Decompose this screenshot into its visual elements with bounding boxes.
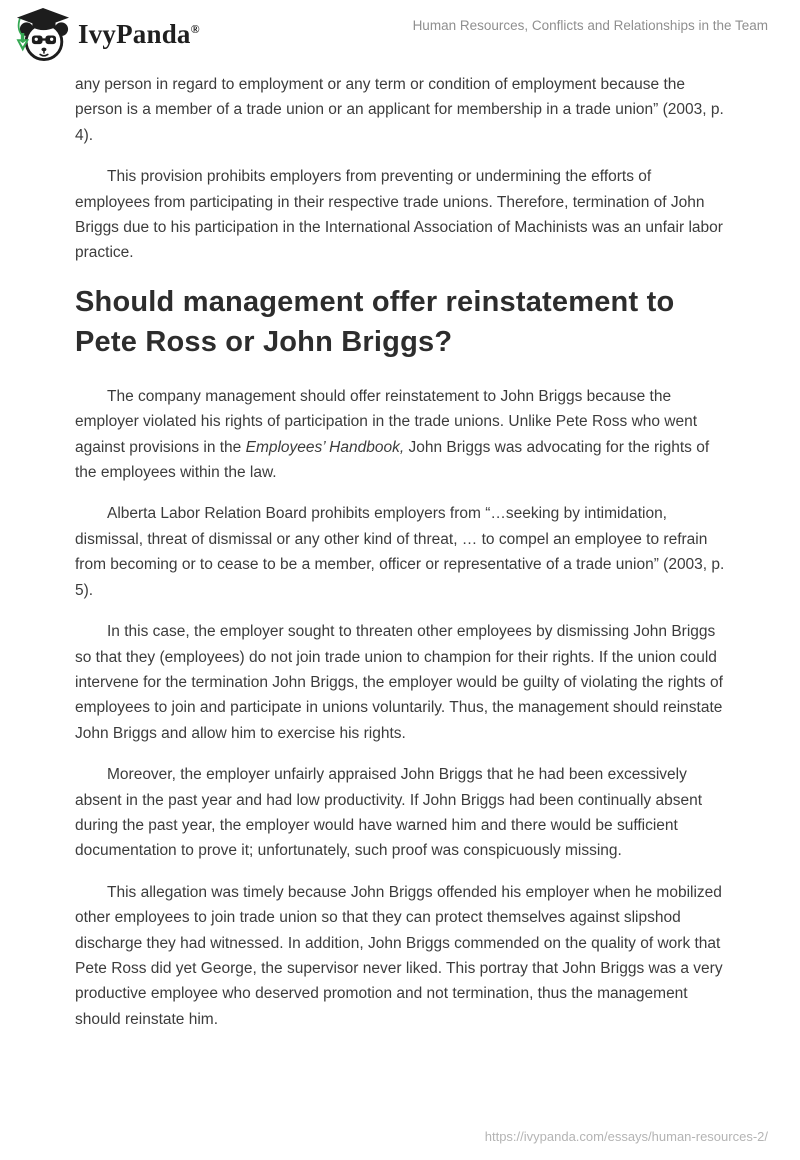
text-segment: Moreover, the employer unfairly appraised John Briggs that he had been excessively absent in the past year and had low productivity. If John Briggs had been continually absent during the past year, the employer would have warned him and there would be sufficient documentation to prove it; unfortunately, such proof was conspicuously missing.: [75, 766, 703, 860]
essay-paragraph: [75, 384, 727, 486]
essay-paragraph: [75, 619, 727, 746]
essay-paragraph: [75, 880, 727, 1032]
text-segment: This provision prohibits employers from preventing or undermining the efforts of employees from participating in their respective trade unions. Therefore, termination of John Briggs due to his participation in the International Association of Machinists was an unfair labor practice.: [75, 168, 723, 262]
text-segment: John Briggs was advocating for the rights of the employees within the law.: [75, 438, 710, 482]
text-segment: Alberta Labor Relation Board prohibits employers from “…seeking by intimidation, dismissal, threat of dismissal or any other kind of threat, … to compel an employee to refrain from becoming or to cease to be a member, officer or representative of a trade union” (2003, p. 5).: [75, 505, 725, 599]
source-url: https://ivypanda.com/essays/human-resources-2/: [484, 1129, 768, 1144]
essay-paragraph: [75, 72, 727, 148]
text-segment: any person in regard to employment or any term or condition of employment because the person is a member of a trade union or an applicant for membership in a trade union” (2003, p. 4).: [75, 76, 724, 144]
essay-paragraph: [75, 501, 727, 603]
page-header: [0, 0, 800, 58]
text-segment: In this case, the employer sought to threaten other employees by dismissing John Briggs so that they (employees) do not join trade union to champion for their rights. If the union could intervene for the termination John Briggs, the employer would be guilty of violating the rights of employees to join and participate in unions voluntarily. Thus, the management should reinstate John Briggs and allow him to exercise his rights.: [75, 623, 723, 742]
ivypanda-logo-icon: [14, 7, 72, 61]
registered-trademark: ®: [190, 21, 200, 36]
brand-name: IvyPanda®: [78, 18, 200, 49]
section-heading: Should management offer reinstatement to Pete Ross or John Briggs?: [75, 285, 675, 358]
document-title: Human Resources, Conflicts and Relationships in the Team: [412, 18, 768, 33]
text-segment: The company management should offer reinstatement to John Briggs because the employer violated his rights of participation in the trade unions. Unlike Pete Ross who went against provisions in the: [75, 387, 698, 456]
text-segment: This allegation was timely because John Briggs offended his employer when he mobilized other employees to join trade union so that they can protect themselves against slipshod discharge they had witnessed. In addition, John Briggs commended on the quality of work that Pete Ross did yet George, the supervisor never liked. This portray that John Briggs was a very productive employee who deserved promotion and not termination, thus the management should reinstate him.: [75, 883, 723, 1028]
essay-content: [75, 72, 727, 1032]
essay-paragraph: [75, 762, 727, 864]
brand-block: [14, 7, 200, 61]
italic-text-segment: Employees’ Handbook,: [245, 438, 405, 456]
essay-paragraph: [75, 164, 727, 266]
